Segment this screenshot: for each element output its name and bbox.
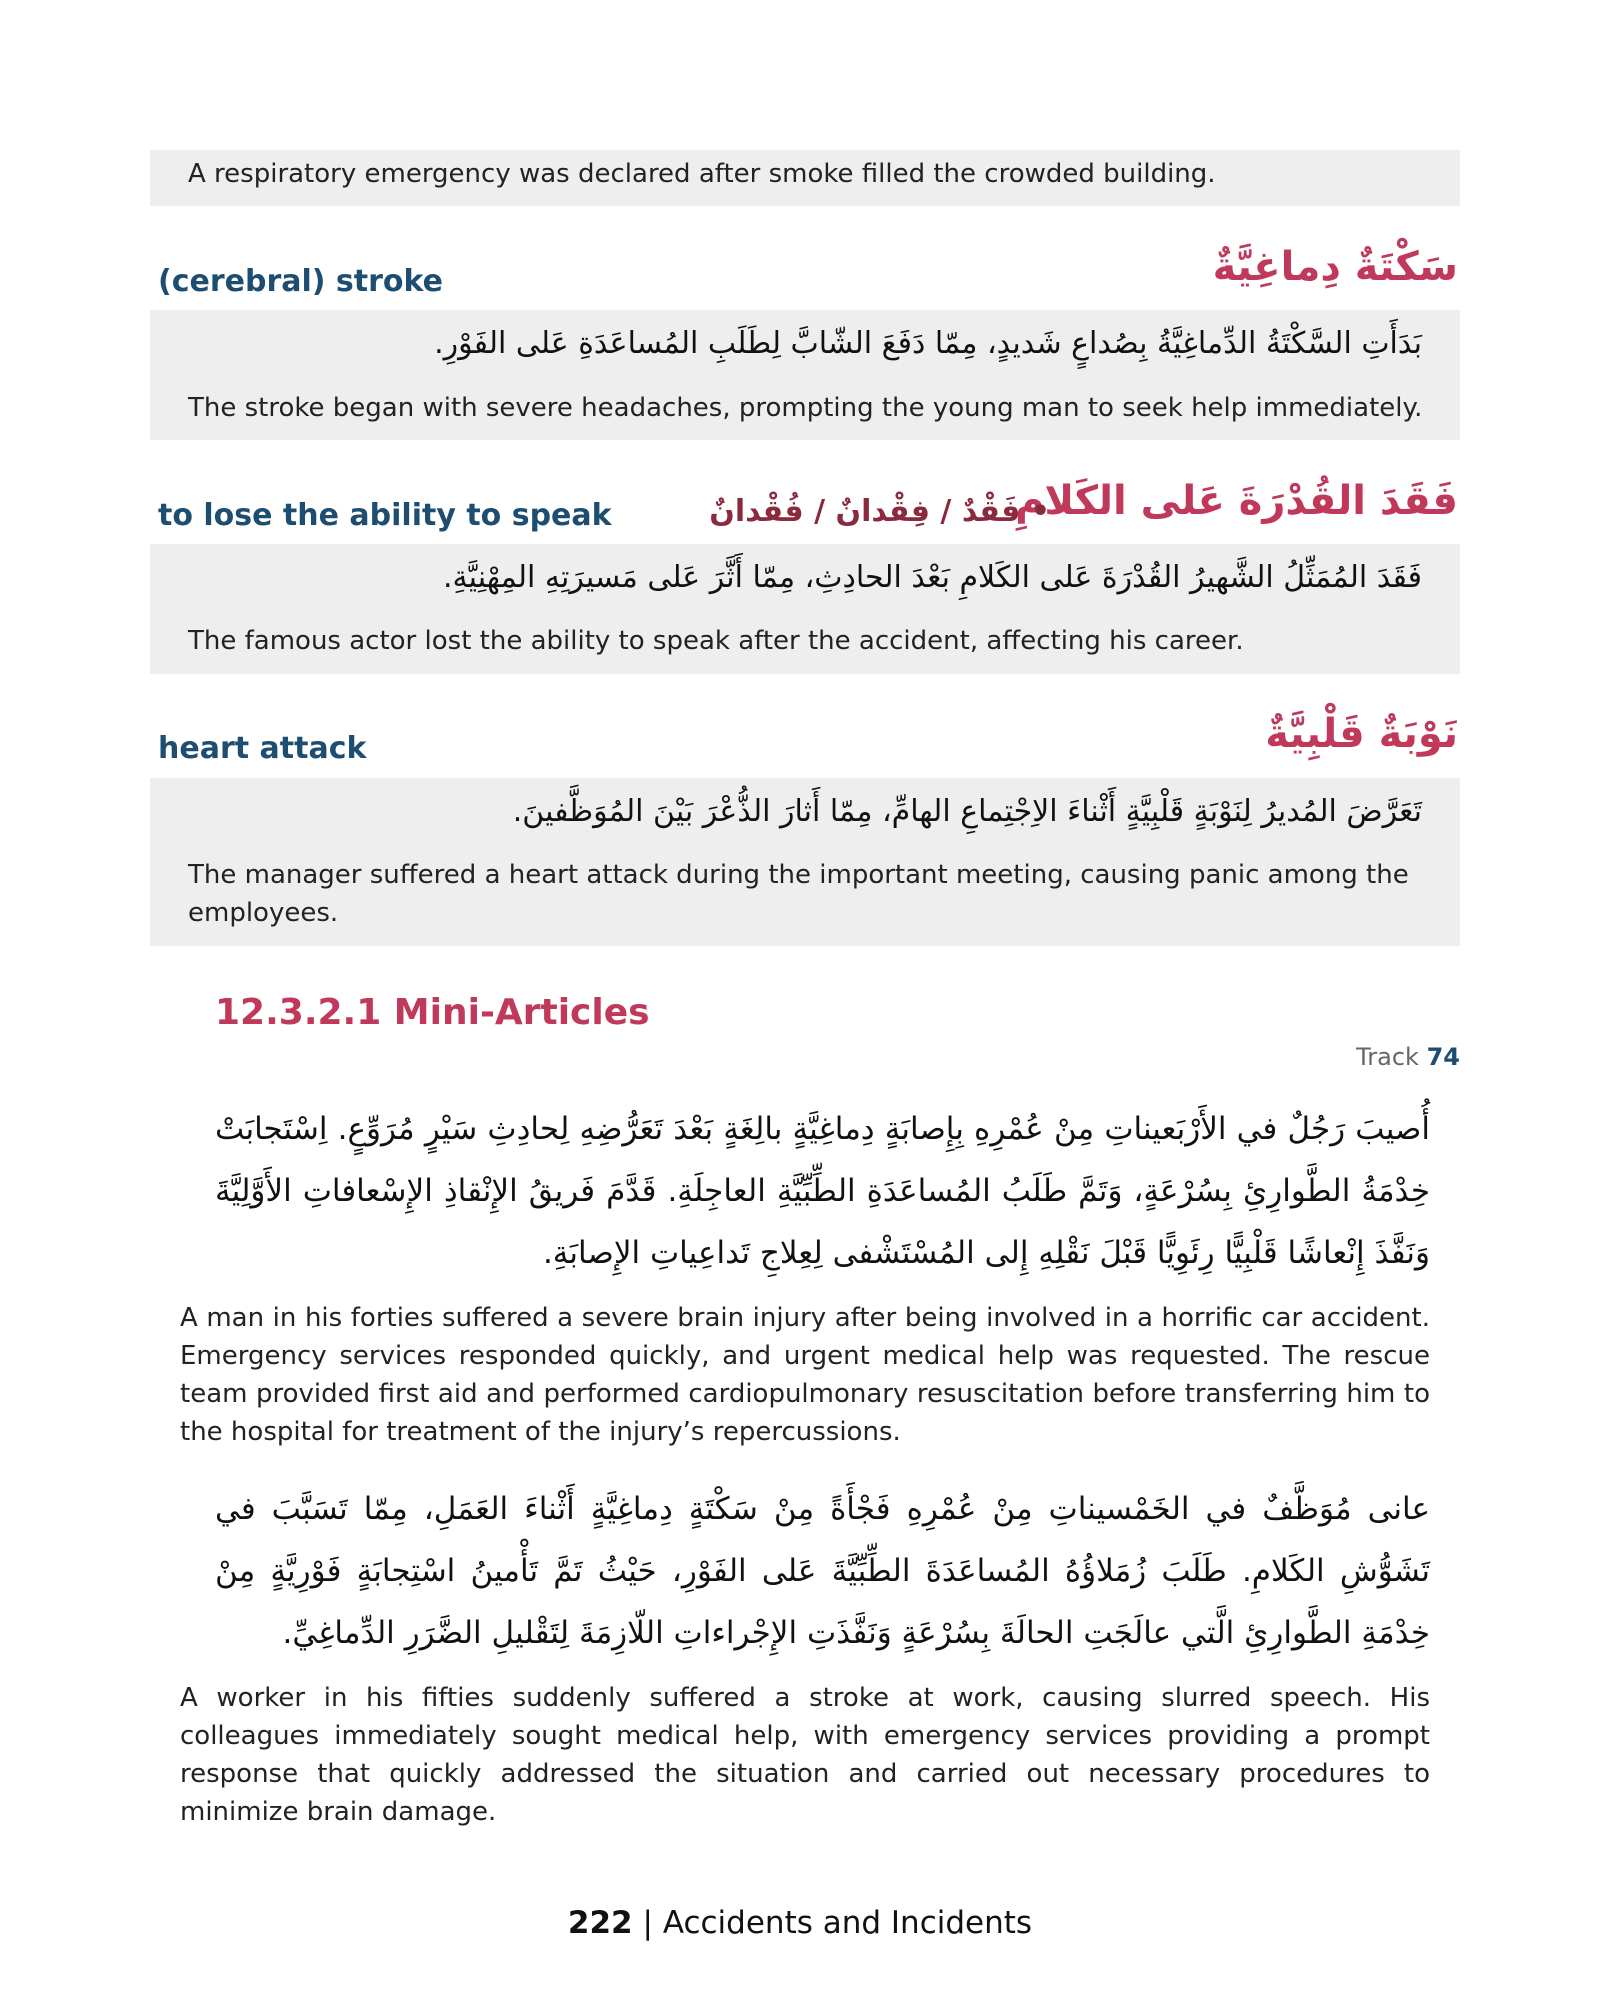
article-arabic-text: أُصيبَ رَجُلٌ في الأَرْبَعيناتِ مِنْ عُمْرِهِ بِإِصابَةٍ دِماغِيَّةٍ بالِغَةٍ بَعْدَ تَعَرُّضِهِ لِحادِثِ سَيْرٍ مُرَوِّعٍ. اِسْتَجابَتْ خِدْمَةُ الطَّوارِئِ بِسُرْعَةٍ، وَتَمَّ طَلَبُ المُساعَدَةِ الطِّبِّيَّةِ العاجِلَةِ. قَدَّمَ فَريقُ الإِنْقاذِ الإِسْعافاتِ الأَوَّلِيَّةَ وَنَفَّذَ إِنْعاشًا قَلْبِيًّا رِئَوِيًّا قَبْلَ نَقْلِهِ إِلى المُسْتَشْفى لِعِلاجِ تَداعِياتِ الإِصابَةِ. [215, 1111, 1430, 1271]
entry-english-term: to lose the ability to speak [158, 498, 612, 533]
chapter-title: Accidents and Incidents [662, 1905, 1033, 1941]
article-english-translation: A worker in his fifties suddenly suffered a stroke at work, causing slurred speech. His colleagues immediately sought medical help, with emergency services providing a prompt response that quickly addressed the situation and carried out necessary procedures to minimize brain damage. [180, 1683, 1430, 1827]
entry-english-sentence: The manager suffered a heart attack during the important meeting, causing panic among the employees. [188, 860, 1409, 928]
entry-arabic-term: نَوْبَةٌ قَلْبِيَّةٌ [1265, 711, 1458, 757]
entry-arabic-term: فَقَدَ القُدْرَةَ عَلى الكَلامِ [1015, 478, 1458, 524]
entry-arabic-sentence: فَقَدَ المُمَثِّلُ الشَّهيرُ القُدْرَةَ عَلى الكَلامِ بَعْدَ الحادِثِ، مِمّا أَثَّرَ عَلى مَسيرَتِهِ المِهْنِيَّةِ. [443, 560, 1422, 595]
article-english-translation: A man in his forties suffered a severe brain injury after being involved in a horrific car accident. Emergency services responded quickly, and urgent medical help was requested. The rescue team provided first aid and performed cardiopulmonary resuscitation before transferring him to the hospital for treatment of the injury’s repercussions. [180, 1303, 1430, 1447]
section-heading: 12.3.2.1 Mini-Articles [215, 992, 650, 1033]
track-label-text: Track [1356, 1043, 1419, 1071]
entry-arabic-sentence: بَدَأَتِ السَّكْتَةُ الدِّماغِيَّةُ بِصُداعٍ شَديدٍ، مِمّا دَفَعَ الشّابَّ لِطَلَبِ المُساعَدَةِ عَلى الفَوْرِ. [434, 326, 1422, 361]
entry-english-sentence: The famous actor lost the ability to speak after the accident, affecting his career. [188, 626, 1244, 656]
entry-english-sentence: The stroke began with severe headaches, prompting the young man to seek help immediately. [188, 393, 1423, 423]
track-number: 74 [1426, 1043, 1460, 1071]
entry-english-sentence: A respiratory emergency was declared after smoke filled the crowded building. [188, 159, 1216, 189]
entry-english-term: heart attack [158, 731, 367, 766]
entry-english-term: (cerebral) stroke [158, 264, 444, 299]
entry-arabic-term: سَكْتَةٌ دِماغِيَّةٌ [1212, 244, 1458, 290]
audio-track-label [1356, 1043, 1460, 1071]
article-arabic-text: عانى مُوَظَّفٌ في الخَمْسيناتِ مِنْ عُمْرِهِ فَجْأَةً مِنْ سَكْتَةٍ دِماغِيَّةٍ أَثْناءَ العَمَلِ، مِمّا تَسَبَّبَ في تَشَوُّشِ الكَلامِ. طَلَبَ زُمَلاؤُهُ المُساعَدَةَ الطِّبِّيَّةَ عَلى الفَوْرِ، حَيْثُ تَمَّ تَأْمينُ اسْتِجابَةٍ فَوْرِيَّةٍ مِنْ خِدْمَةِ الطَّوارِئِ الَّتي عالَجَتِ الحالَةَ بِسُرْعَةٍ وَنَفَّذَتِ الإِجْراءاتِ اللّازِمَةَ لِتَقْليلِ الضَّرَرِ الدِّماغِيِّ. [215, 1491, 1430, 1651]
entry-arabic-sentence: تَعَرَّضَ المُديرُ لِنَوْبَةٍ قَلْبِيَّةٍ أَثْناءَ الاِجْتِماعِ الهامِّ، مِمّا أَثارَ الذُّعْرَ بَيْنَ المُوَظَّفينَ. [512, 794, 1422, 829]
page-number: 222 [567, 1905, 633, 1941]
entry-related-forms: • فَقْدٌ / فِقْدانٌ / فُقْدانٌ [709, 494, 1050, 529]
footer-separator: | [642, 1905, 653, 1941]
page-footer [0, 1905, 1600, 1941]
